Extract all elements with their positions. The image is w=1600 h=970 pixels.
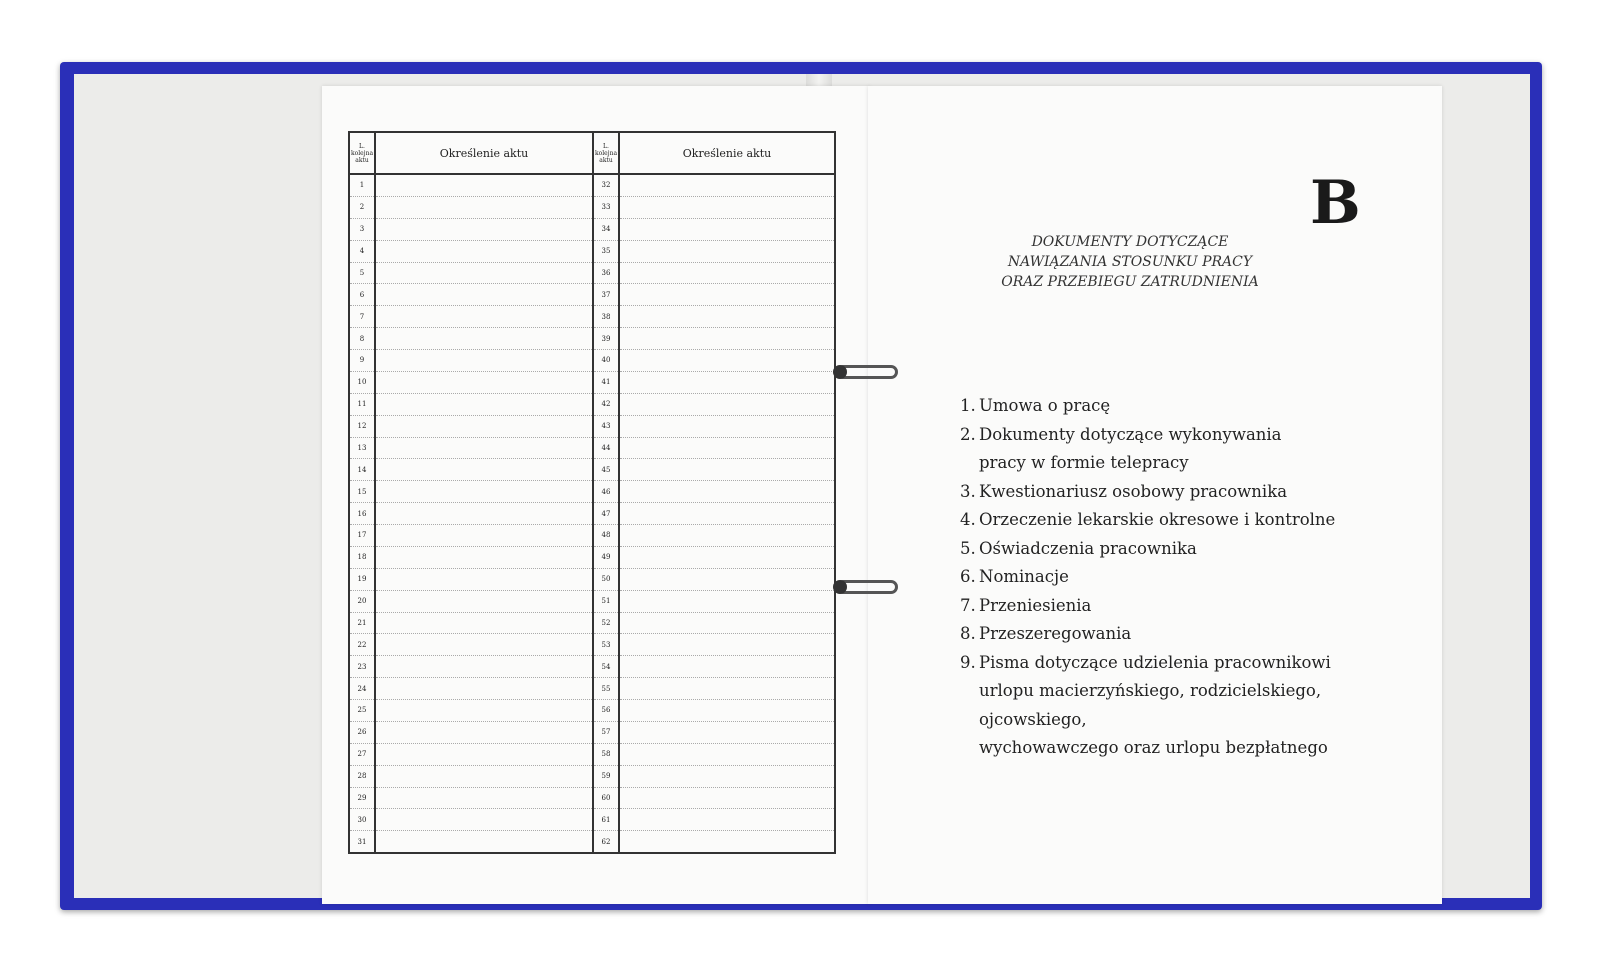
list-item-text [979, 592, 1430, 621]
row-number: 58 [594, 744, 618, 766]
description-cell [376, 481, 592, 503]
row-number: 56 [594, 700, 618, 722]
row-number: 47 [594, 503, 618, 525]
row-number: 59 [594, 766, 618, 788]
description-cell [376, 809, 592, 831]
description-cell [620, 656, 834, 678]
list-item [960, 649, 1430, 763]
description-cell [376, 788, 592, 810]
row-number: 27 [350, 744, 374, 766]
row-number: 54 [594, 656, 618, 678]
row-number: 49 [594, 547, 618, 569]
description-rows-left [376, 175, 592, 852]
number-header: L. kolejna aktu [594, 133, 618, 175]
description-cell [376, 175, 592, 197]
description-cell [620, 416, 834, 438]
description-cell [376, 503, 592, 525]
description-cell [620, 394, 834, 416]
list-item [960, 478, 1430, 507]
list-item-line: Dokumenty dotyczące wykonywania [979, 424, 1282, 444]
description-cell [620, 809, 834, 831]
row-number: 39 [594, 328, 618, 350]
list-item-line: Oświadczenia pracownika [979, 538, 1197, 558]
row-number: 12 [350, 416, 374, 438]
row-number: 18 [350, 547, 374, 569]
description-cell [620, 634, 834, 656]
row-number: 32 [594, 175, 618, 197]
list-item-number: 2. [960, 424, 976, 444]
description-cell [376, 350, 592, 372]
list-item-number: 6. [960, 567, 976, 586]
description-cell [376, 394, 592, 416]
list-item [960, 563, 1430, 592]
description-cell [376, 700, 592, 722]
row-number: 7 [350, 306, 374, 328]
row-number: 11 [350, 394, 374, 416]
list-item [960, 421, 1430, 478]
list-item-line: Przeniesienia [979, 595, 1092, 615]
list-item-line: Kwestionariusz osobowy pracownika [979, 481, 1288, 501]
description-cell [620, 328, 834, 350]
number-column-right [594, 133, 620, 852]
row-number: 29 [350, 788, 374, 810]
description-cell [376, 569, 592, 591]
description-cell [620, 284, 834, 306]
description-column-left [376, 133, 594, 852]
description-cell [376, 678, 592, 700]
row-number: 44 [594, 438, 618, 460]
description-cell [376, 263, 592, 285]
list-item [960, 506, 1430, 535]
description-cell [376, 766, 592, 788]
number-header: L. kolejna aktu [350, 133, 374, 175]
description-cell [620, 372, 834, 394]
list-item-number: 8. [960, 624, 976, 643]
description-cell [376, 459, 592, 481]
description-cell [376, 241, 592, 263]
row-number: 1 [350, 175, 374, 197]
list-item [960, 620, 1430, 649]
list-item-number: 7. [960, 595, 976, 615]
list-item-line: pracy w formie telepracy [979, 453, 1189, 472]
description-cell [620, 722, 834, 744]
row-number: 61 [594, 809, 618, 831]
list-item-line: Umowa o pracę [979, 396, 1111, 415]
row-number: 30 [350, 809, 374, 831]
description-cell [376, 591, 592, 613]
description-cell [620, 241, 834, 263]
section-letter: B [1310, 168, 1361, 238]
description-cell [620, 700, 834, 722]
row-number: 52 [594, 613, 618, 635]
row-number: 51 [594, 591, 618, 613]
description-cell [620, 263, 834, 285]
description-cell [620, 438, 834, 460]
number-rows-right [594, 175, 618, 852]
description-column-right [620, 133, 834, 852]
document-list [960, 392, 1430, 763]
list-item-line: wychowawczego oraz urlopu bezpłatnego [979, 738, 1328, 757]
row-number: 50 [594, 569, 618, 591]
description-cell [376, 372, 592, 394]
row-number: 20 [350, 591, 374, 613]
row-number: 8 [350, 328, 374, 350]
list-item-line: Orzeczenie lekarskie okresowe i kontrolne [979, 510, 1336, 529]
number-rows-left [350, 175, 374, 852]
description-cell [376, 219, 592, 241]
list-item-text [979, 392, 1430, 421]
list-item-text [979, 535, 1430, 564]
row-number: 33 [594, 197, 618, 219]
description-cell [620, 613, 834, 635]
description-cell [620, 503, 834, 525]
description-cell [376, 416, 592, 438]
row-number: 19 [350, 569, 374, 591]
row-number: 48 [594, 525, 618, 547]
description-cell [376, 656, 592, 678]
row-number: 26 [350, 722, 374, 744]
list-item-text [979, 421, 1430, 478]
list-item-line: Pisma dotyczące udzielenia pracownikowi [979, 652, 1331, 672]
description-cell [620, 306, 834, 328]
row-number: 62 [601, 837, 611, 846]
row-number: 43 [594, 416, 618, 438]
ring-hole [833, 365, 847, 379]
row-number: 24 [350, 678, 374, 700]
row-number: 60 [594, 788, 618, 810]
description-cell [376, 547, 592, 569]
row-number: 10 [350, 372, 374, 394]
row-number: 31 [357, 837, 367, 846]
list-item-number: 4. [960, 510, 976, 529]
index-table [348, 131, 836, 854]
description-cell [376, 722, 592, 744]
row-number: 15 [350, 481, 374, 503]
list-item-text [979, 478, 1430, 507]
row-number: 9 [350, 350, 374, 372]
description-cell [620, 744, 834, 766]
list-item [960, 592, 1430, 621]
list-item-line: Przeszeregowania [979, 624, 1132, 643]
description-cell [376, 328, 592, 350]
row-number: 25 [350, 700, 374, 722]
row-number: 4 [350, 241, 374, 263]
list-item-line: urlopu macierzyńskiego, rodzicielskiego, ojcowskiego, [979, 681, 1322, 729]
description-cell [620, 591, 834, 613]
description-cell [376, 525, 592, 547]
description-header: Określenie aktu [376, 133, 592, 175]
description-cell [620, 219, 834, 241]
number-column-left [350, 133, 376, 852]
description-rows-right [620, 175, 834, 852]
list-item [960, 535, 1430, 564]
binder-ring-top [836, 365, 898, 379]
row-number: 17 [350, 525, 374, 547]
description-cell [620, 678, 834, 700]
description-header: Określenie aktu [620, 133, 834, 175]
list-item-number: 9. [960, 652, 976, 672]
row-number: 38 [594, 306, 618, 328]
row-number: 5 [350, 263, 374, 285]
description-cell [620, 788, 834, 810]
row-number: 14 [350, 459, 374, 481]
row-number: 57 [594, 722, 618, 744]
list-item-line: Nominacje [979, 567, 1069, 586]
row-number: 6 [350, 284, 374, 306]
description-cell [620, 547, 834, 569]
row-number: 55 [594, 678, 618, 700]
description-cell [620, 481, 834, 503]
row-number: 34 [594, 219, 618, 241]
row-number: 37 [594, 284, 618, 306]
row-number: 16 [350, 503, 374, 525]
description-cell [620, 459, 834, 481]
row-number: 46 [594, 481, 618, 503]
description-cell [376, 744, 592, 766]
description-cell [620, 766, 834, 788]
ring-hole [833, 580, 847, 594]
row-number: 2 [350, 197, 374, 219]
row-number: 40 [594, 350, 618, 372]
binder-ring-bottom [836, 580, 898, 594]
row-number: 53 [594, 634, 618, 656]
row-number: 36 [594, 263, 618, 285]
heading-line: NAWIĄZANIA STOSUNKU PRACY [1007, 254, 1253, 270]
row-number: 28 [350, 766, 374, 788]
row-number: 45 [594, 459, 618, 481]
description-cell [376, 613, 592, 635]
row-number: 42 [594, 394, 618, 416]
row-number: 22 [350, 634, 374, 656]
list-item-text [979, 649, 1430, 763]
description-cell [376, 197, 592, 219]
description-cell [620, 175, 834, 197]
description-cell [376, 438, 592, 460]
list-item-number: 3. [960, 481, 976, 501]
description-cell [620, 350, 834, 372]
description-cell [620, 197, 834, 219]
row-number: 35 [594, 241, 618, 263]
description-cell [376, 306, 592, 328]
heading-line: DOKUMENTY DOTYCZĄCE [1031, 234, 1229, 250]
list-item-text [979, 506, 1430, 535]
heading-line: ORAZ PRZEBIEGU ZATRUDNIENIA [1001, 274, 1259, 290]
description-cell [376, 284, 592, 306]
list-item-text [979, 563, 1430, 592]
list-item-text [979, 620, 1430, 649]
description-cell [376, 831, 592, 852]
row-number: 21 [350, 613, 374, 635]
description-cell [620, 569, 834, 591]
description-cell [376, 634, 592, 656]
section-heading [995, 232, 1265, 292]
list-item [960, 392, 1430, 421]
row-number: 23 [350, 656, 374, 678]
description-cell [620, 525, 834, 547]
row-number: 41 [594, 372, 618, 394]
description-cell [620, 831, 834, 852]
row-number: 3 [350, 219, 374, 241]
row-number: 13 [350, 438, 374, 460]
list-item-number: 5. [960, 538, 976, 558]
list-item-number: 1. [960, 396, 976, 415]
